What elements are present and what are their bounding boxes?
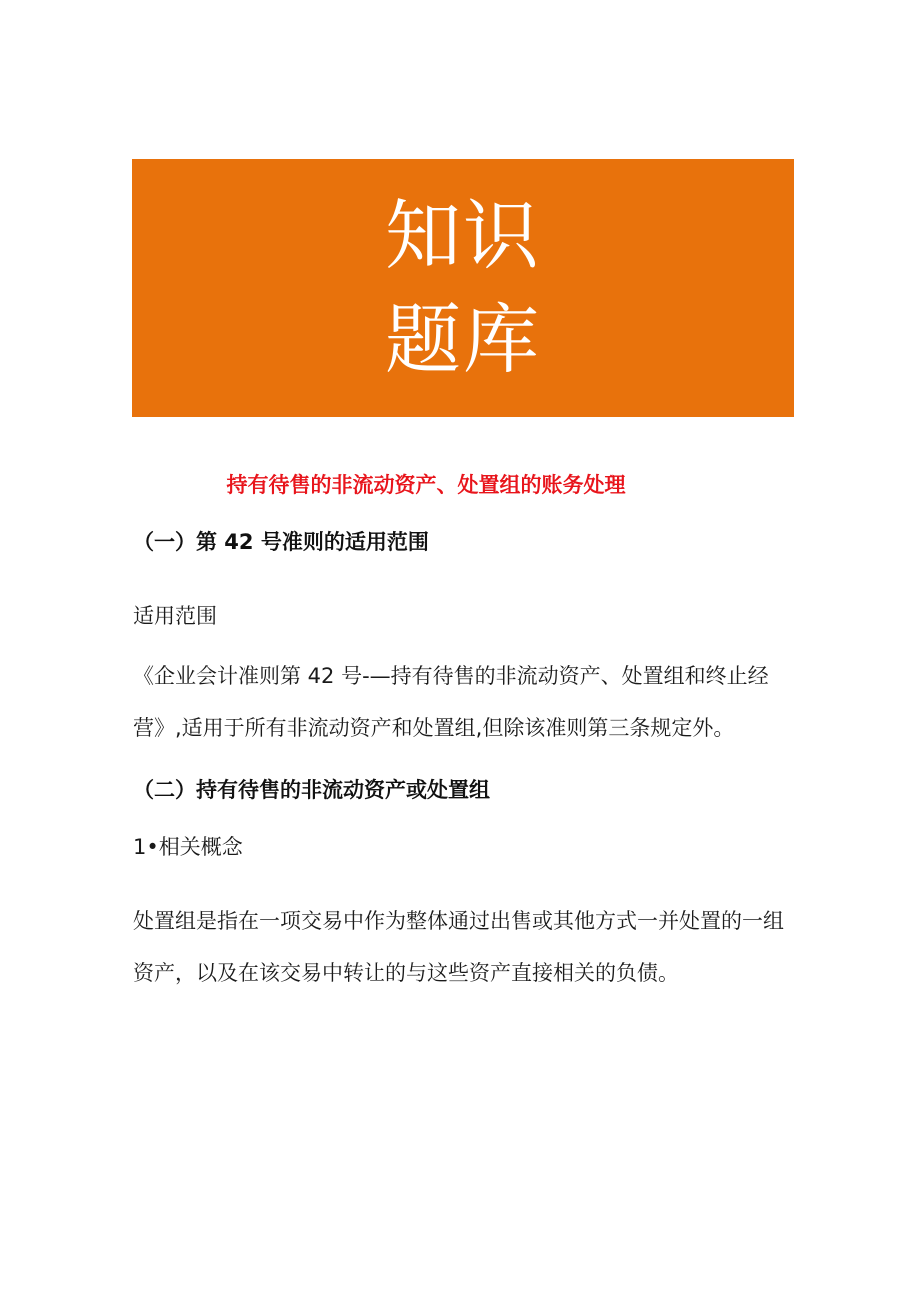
section-2-label: 1•相关概念 bbox=[133, 835, 243, 859]
section-1-label: 适用范围 bbox=[133, 604, 217, 628]
document-title: 持有待售的非流动资产、处置组的账务处理 bbox=[226, 473, 626, 497]
section-1-heading: （一）第 42 号准则的适用范围 bbox=[133, 530, 429, 554]
banner-line-1: 知识 bbox=[385, 191, 541, 280]
section-2-paragraph: 处置组是指在一项交易中作为整体通过出售或其他方式一并处置的一组资产，以及在该交易中转让的与这些资产直接相关的负债。 bbox=[133, 909, 784, 985]
section-2-heading: （二）持有待售的非流动资产或处置组 bbox=[133, 778, 490, 802]
section-1-paragraph: 《企业会计准则第 42 号-—持有待售的非流动资产、处置组和终止经营》,适用于所有非流动资产和处置组,但除该准则第三条规定外。 bbox=[133, 664, 769, 740]
banner-line-2: 题库 bbox=[385, 295, 541, 384]
knowledge-bank-banner bbox=[132, 159, 794, 417]
